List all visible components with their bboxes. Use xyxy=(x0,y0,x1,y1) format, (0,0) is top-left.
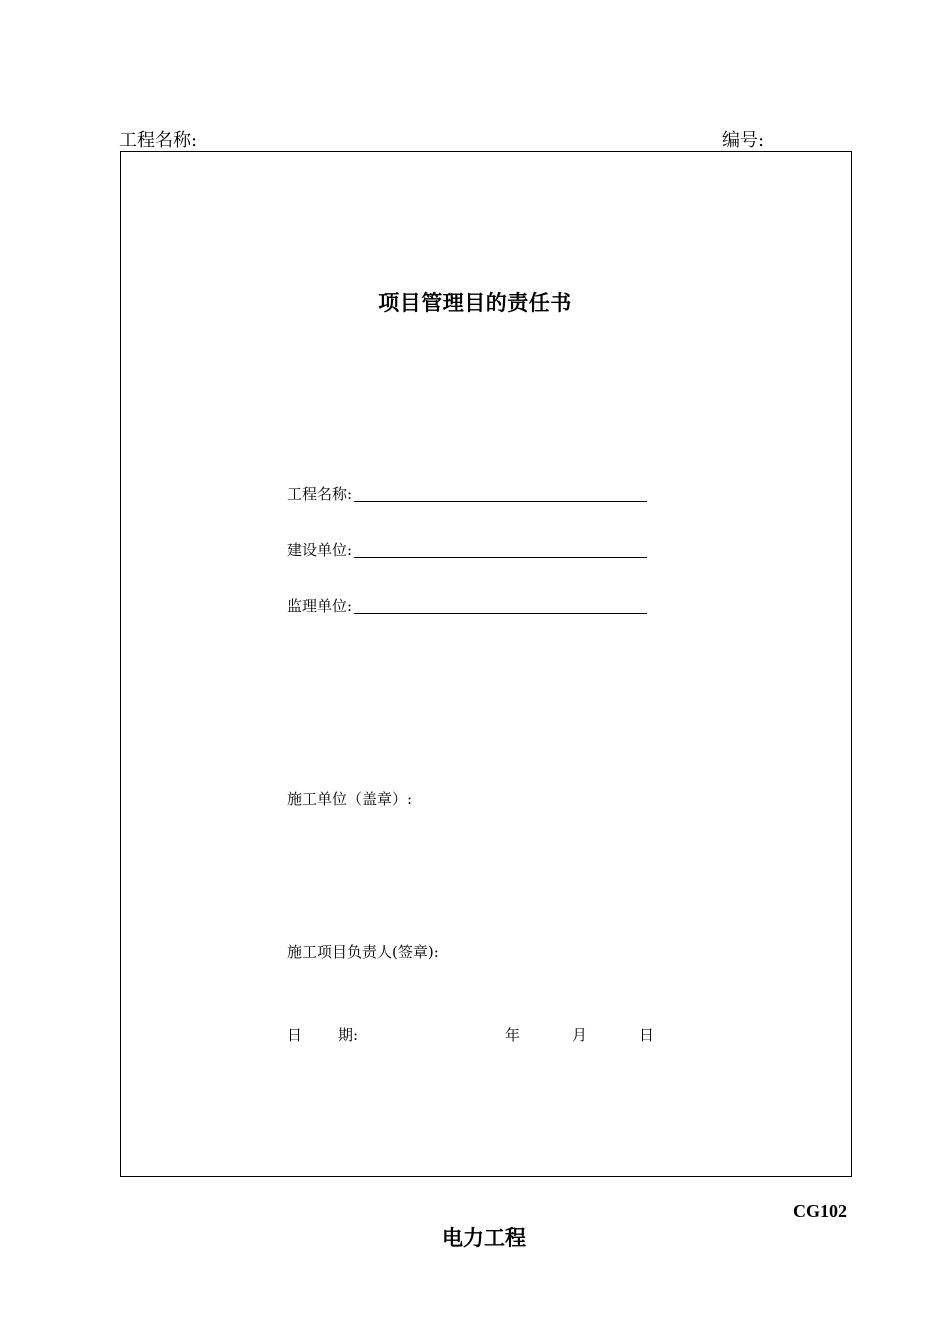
date-label-period-char: 期: xyxy=(338,1026,359,1044)
header-number-label: 编号: xyxy=(722,130,765,151)
field-project-name-blank[interactable] xyxy=(354,485,647,502)
footer-category: 电力工程 xyxy=(442,1226,526,1250)
form-code: CG102 xyxy=(793,1201,847,1221)
field-construction-owner-label: 建设单位: xyxy=(287,541,353,559)
field-supervision-unit xyxy=(287,594,647,616)
field-construction-owner xyxy=(287,538,647,560)
construction-unit-seal-label: 施工单位（盖章）: xyxy=(287,790,413,808)
project-leader-signature-label: 施工项目负责人(签章): xyxy=(287,943,439,961)
date-year-label: 年 xyxy=(505,1026,521,1044)
document-title: 项目管理目的责任书 xyxy=(378,291,572,315)
header-project-name-label: 工程名称: xyxy=(119,130,198,151)
field-construction-owner-blank[interactable] xyxy=(354,541,647,558)
field-project-name-label: 工程名称: xyxy=(287,485,353,503)
field-supervision-unit-blank[interactable] xyxy=(354,597,647,614)
date-label-day-char: 日 xyxy=(287,1026,303,1044)
field-supervision-unit-label: 监理单位: xyxy=(287,597,353,615)
field-project-name xyxy=(287,482,647,504)
date-day-label: 日 xyxy=(639,1026,655,1044)
date-month-label: 月 xyxy=(572,1026,588,1044)
